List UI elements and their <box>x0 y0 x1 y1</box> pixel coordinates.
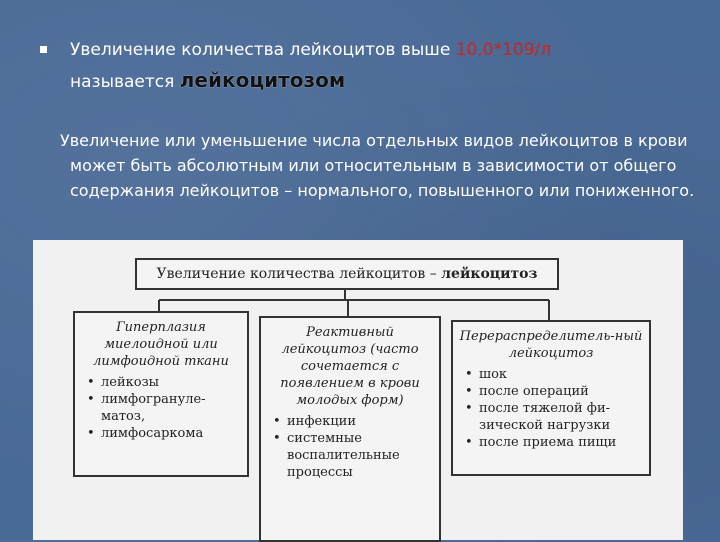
list-item: • после приема пищи <box>479 434 649 451</box>
term-leukocytosis: лейкоцитозом <box>179 68 346 92</box>
paragraph-line-2: может быть абсолютным или относительным в зависимости от общего <box>70 156 677 175</box>
list-item: • после тяжелой фи-зической нагрузки <box>479 400 649 434</box>
top-box-term: лейкоцитоз <box>441 266 538 282</box>
paragraph <box>60 128 700 203</box>
list-item: • лейкозы <box>101 374 247 391</box>
list-item: • инфекции <box>287 413 439 430</box>
box-redistribution-title: Перераспределитель-ный лейкоцитоз <box>459 329 643 361</box>
list-item: • после операций <box>479 383 649 400</box>
paragraph-line-1: Увеличение или уменьшение числа отдельных видов лейкоцитов в крови <box>60 131 688 150</box>
box-hyperplasia <box>73 311 249 477</box>
bullet-marker <box>40 46 47 53</box>
box-reactive-title: Реактивный лейкоцитоз (часто сочетается с появлением в крови молодых форм) <box>280 325 420 408</box>
box-hyperplasia-title: Гиперплазия миелоидной или лимфоидной ткани <box>93 320 229 369</box>
box-redistribution <box>451 320 651 476</box>
list-item: • системные воспалительные процессы <box>287 430 439 481</box>
diagram-top-box <box>135 258 559 290</box>
leukocyte-threshold: 10,0*109/л <box>455 40 552 60</box>
bullet-line2-text: называется <box>70 72 180 92</box>
bullet-line1-text: Увеличение количества лейкоцитов выше <box>70 40 456 60</box>
paragraph-line-3: содержания лейкоцитов – нормального, повышенного или пониженного. <box>70 181 695 200</box>
list-item: • шок <box>479 366 649 383</box>
top-box-text: Увеличение количества лейкоцитов – <box>156 266 442 282</box>
list-item: • лимфогрануле-матоз, <box>101 391 247 425</box>
bullet-line-2 <box>70 68 345 92</box>
box-reactive <box>259 316 441 542</box>
diagram-image <box>33 240 683 540</box>
bullet-line-1 <box>70 40 551 60</box>
list-item: • лимфосаркома <box>101 425 247 442</box>
